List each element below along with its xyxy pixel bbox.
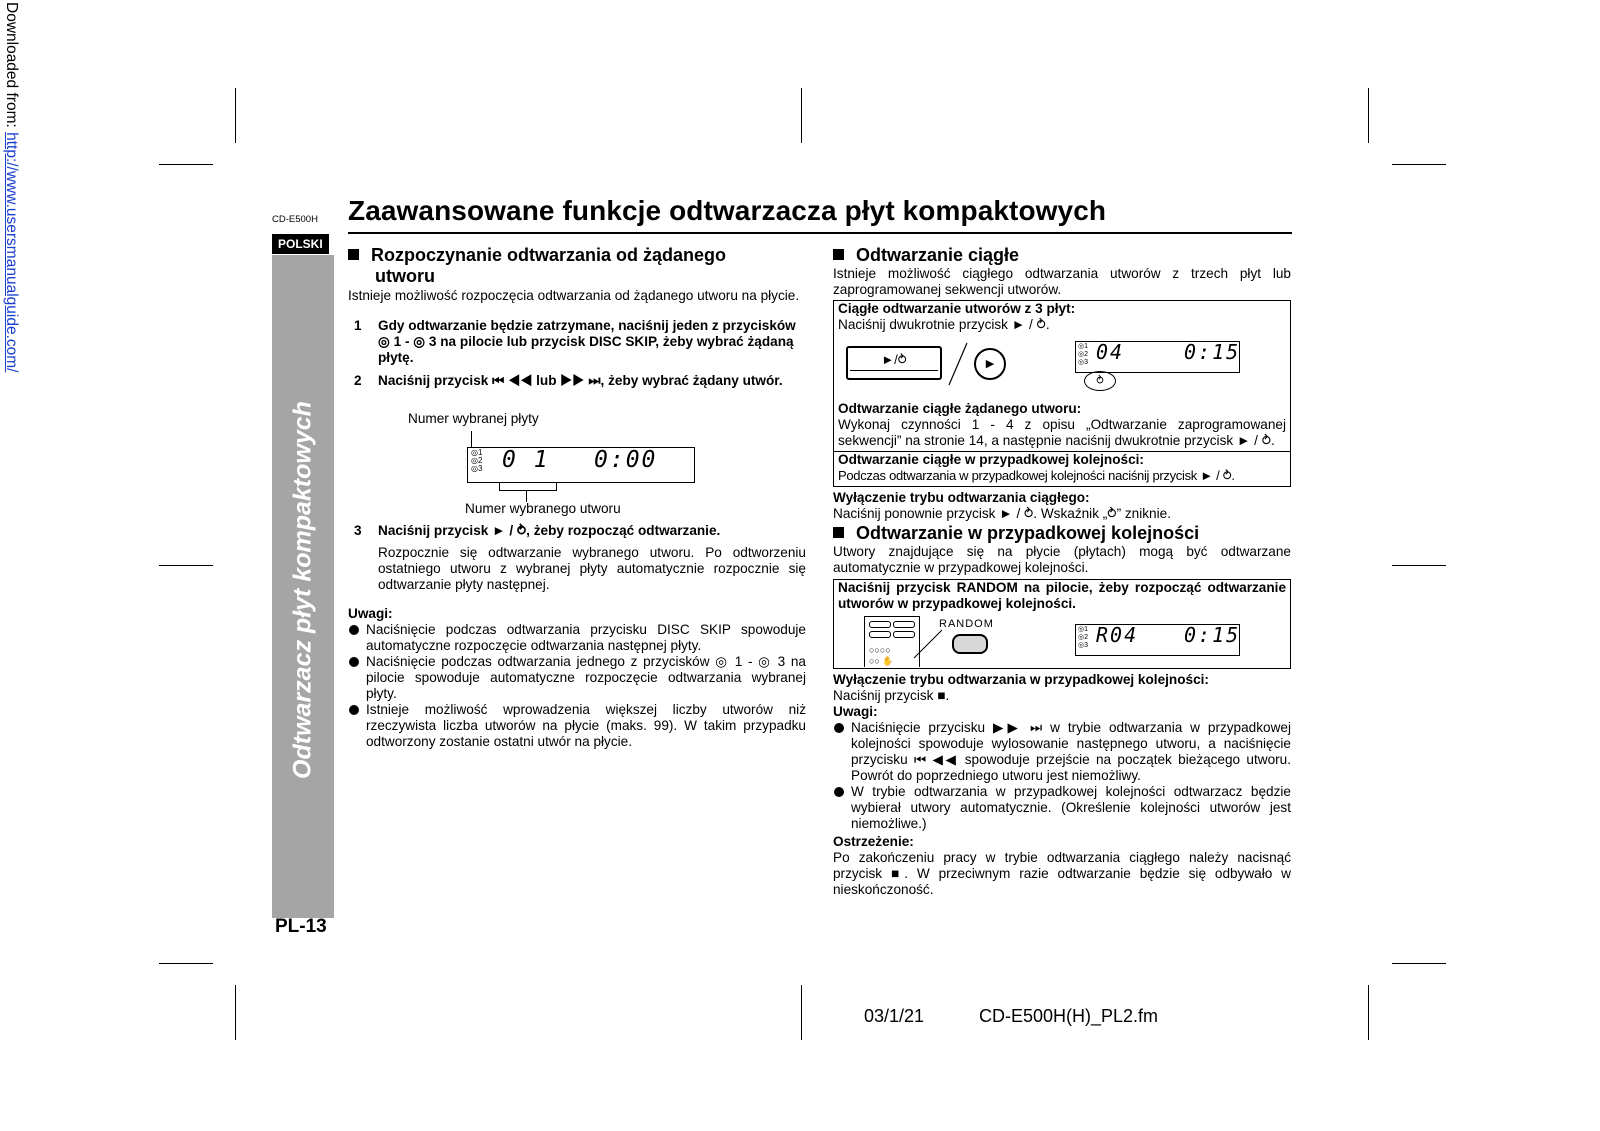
note-item: Naciśnięcie podczas odtwarzania przycisku DISC SKIP spowoduje automatyczne rozpoczęcie odtwarzania następnej płyty. <box>348 622 806 654</box>
disc-indicators-icon: ◎1 ◎2 ◎3 <box>1078 626 1089 649</box>
instruction-box <box>833 579 1291 669</box>
left-column <box>348 245 806 750</box>
section-heading-random: Odtwarzanie w przypadkowej kolejności <box>833 523 1291 544</box>
box-title: Naciśnij przycisk RANDOM na pilocie, żeby rozpocząć odtwarzanie utworów w przypadkowej kolejności. <box>838 580 1286 611</box>
play-repeat-icon: ►/⥁ <box>850 350 938 371</box>
notes-label: Uwagi: <box>833 704 878 719</box>
disc-indicators: ◎1 ◎2 ◎3 <box>471 448 483 473</box>
subsection-title: Wyłączenie trybu odtwarzania w przypadkowej kolejności: <box>833 672 1209 687</box>
disc-indicators-icon: ◎1 ◎2 ◎3 <box>1078 343 1089 366</box>
remote-control-icon: ○○○○ ○○ ✋ <box>864 616 920 667</box>
track-readout: 0 1 <box>502 447 550 473</box>
remote-play-button-icon: ▶ <box>974 348 1006 380</box>
section-heading-start-track: Rozpoczynanie odtwarzania od żądanego utworu <box>348 245 806 287</box>
footer-date: 03/1/21 <box>864 1006 925 1026</box>
subsection-text: Naciśnij przycisk ■. <box>833 688 950 703</box>
repeat-indicator-callout-icon: ⥁ <box>1084 371 1116 391</box>
subsection-title: Wyłączenie trybu odtwarzania ciągłego: <box>833 490 1090 505</box>
crop-mark <box>801 985 802 1040</box>
crop-mark <box>801 88 802 143</box>
crop-mark <box>235 985 236 1040</box>
display-diagram <box>348 397 806 519</box>
title-divider <box>348 232 1292 234</box>
footer-filename: CD-E500H(H)_PL2.fm <box>979 1006 1159 1026</box>
pointer-line-icon <box>912 628 944 660</box>
box-title: Odtwarzanie ciągłe w przypadkowej kolejności: <box>838 452 1144 467</box>
right-column <box>833 245 1291 898</box>
subsection-text: Naciśnij ponownie przycisk ► / ⥁. Wskaźnik „⥁” zniknie. <box>833 506 1171 521</box>
instruction-box <box>833 300 1291 487</box>
section-intro: Istnieje możliwość ciągłego odtwarzania utworów z trzech płyt lub zaprogramowanej sekwencji utworów. <box>833 266 1291 297</box>
play-repeat-button-drawing <box>846 346 942 380</box>
box-text: Naciśnij dwukrotnie przycisk ► / ⥁. <box>838 317 1050 332</box>
box-title: Ciągłe odtwarzanie utworów z 3 płyt: <box>838 301 1076 316</box>
crop-mark <box>1392 963 1446 964</box>
watermark-prefix: Downloaded from: <box>3 2 20 133</box>
watermark-link[interactable]: http://www.usersmanualguide.com/ <box>3 132 20 373</box>
step-item: 2 Naciśnij przycisk ⏮ ◀◀ lub ▶▶ ⏭, żeby wybrać żądany utwór. <box>354 373 783 388</box>
section-heading-continuous: Odtwarzanie ciągłe <box>833 245 1291 266</box>
box-text: Wykonaj czynności 1 - 4 z opisu „Odtwarzanie zaprogramowanej sekwencji” na stronie 14, a następnie naciśnij dwukrotnie przycisk ► / ⥁. <box>838 417 1286 448</box>
page-number: PL-13 <box>275 916 327 937</box>
square-bullet-icon <box>348 249 359 260</box>
track-readout: R04 <box>1096 623 1139 647</box>
note-item: Istnieje możliwość wprowadzenia większej liczby utworów niż rzeczywista liczba utworów na płycie (maks. 99). W takim przypadku odtworzony zostanie ostatni utwór na płycie. <box>348 702 806 750</box>
crop-mark <box>1392 565 1446 566</box>
step-item: 3 Naciśnij przycisk ► / ⥁, żeby rozpocząć odtwarzanie. <box>354 523 721 538</box>
section-band-label: Odtwarzacz płyt kompaktowych <box>288 401 317 779</box>
lcd-display <box>1075 341 1240 373</box>
language-badge: POLSKI <box>272 234 329 254</box>
model-code: CD-E500H <box>272 214 318 225</box>
note-item: W trybie odtwarzania w przypadkowej kolejności odtwarzacz będzie wybierał utwory automatycznie. (Określenie kolejności utworów jest niemożliwe.) <box>833 784 1291 832</box>
random-button-label: RANDOM <box>939 618 994 630</box>
box-text: Podczas odtwarzania w przypadkowej kolejności naciśnij przycisk ► / ⥁. <box>838 468 1235 483</box>
section-intro: Utwory znajdujące się na płycie (płytach) mogą być odtwarzane automatycznie w przypadkowej kolejności. <box>833 544 1291 575</box>
lcd-display <box>467 447 695 483</box>
box-title: Odtwarzanie ciągłe żądanego utworu: <box>838 401 1082 416</box>
warning-label: Ostrzeżenie: <box>833 834 914 849</box>
continuous-diagram <box>834 333 1290 401</box>
warning-text: Po zakończeniu pracy w trybie odtwarzania ciągłego należy nacisnąć przycisk ■. W przeciwnym razie odtwarzanie będzie się odbywało w nieskończoność. <box>833 850 1291 897</box>
disc-number-label: Numer wybranej płyty <box>408 411 539 426</box>
notes-label: Uwagi: <box>348 606 393 621</box>
time-readout: 0:15 <box>1184 340 1241 364</box>
crop-mark <box>1392 164 1446 165</box>
random-diagram <box>834 612 1290 668</box>
step-description: Rozpocznie się odtwarzanie wybranego utworu. Po odtworzeniu ostatniego utworu z wybranej płyty automatycznie rozpocznie się odtwarzanie płyty następnej. <box>378 545 806 592</box>
crop-mark <box>1368 985 1369 1040</box>
download-watermark <box>2 2 20 462</box>
track-bracket <box>499 483 557 491</box>
crop-mark <box>159 963 213 964</box>
time-readout: 0:00 <box>594 447 658 473</box>
square-bullet-icon <box>833 249 844 260</box>
crop-mark <box>159 565 213 566</box>
lcd-display <box>1075 624 1240 656</box>
callout-line <box>471 431 472 447</box>
random-button-drawing <box>952 634 988 654</box>
section-intro: Istnieje możliwość rozpoczęcia odtwarzania od żądanego utworu na płycie. <box>348 288 800 303</box>
note-item: Naciśnięcie podczas odtwarzania jednego z przycisków ◎ 1 - ◎ 3 na pilocie spowoduje automatyczne rozpoczęcie odtwarzania wybranej płyty. <box>348 654 806 702</box>
separator-slash-icon <box>947 341 969 387</box>
track-readout: 04 <box>1096 340 1125 364</box>
crop-mark <box>159 164 213 165</box>
time-readout: 0:15 <box>1184 623 1241 647</box>
track-number-label: Numer wybranego utworu <box>465 501 621 516</box>
page-title: Zaawansowane funkcje odtwarzacza płyt kompaktowych <box>348 195 1107 226</box>
crop-mark <box>235 88 236 143</box>
crop-mark <box>1368 88 1369 143</box>
note-item: Naciśnięcie przycisku ▶▶ ⏭ w trybie odtwarzania w przypadkowej kolejności spowoduje wylosowanie następnego utworu, a naciśnięcie przycisku ⏮ ◀◀ spowoduje przejście na początek bieżącego utworu. Powrót do poprzedniego utworu jest niemożliwy. <box>833 720 1291 784</box>
square-bullet-icon <box>833 527 844 538</box>
step-item: 1 Gdy odtwarzanie będzie zatrzymane, naciśnij jeden z przycisków ◎ 1 - ◎ 3 na pilocie lub przycisk DISC SKIP, żeby wybrać żądaną płytę. <box>354 318 796 365</box>
